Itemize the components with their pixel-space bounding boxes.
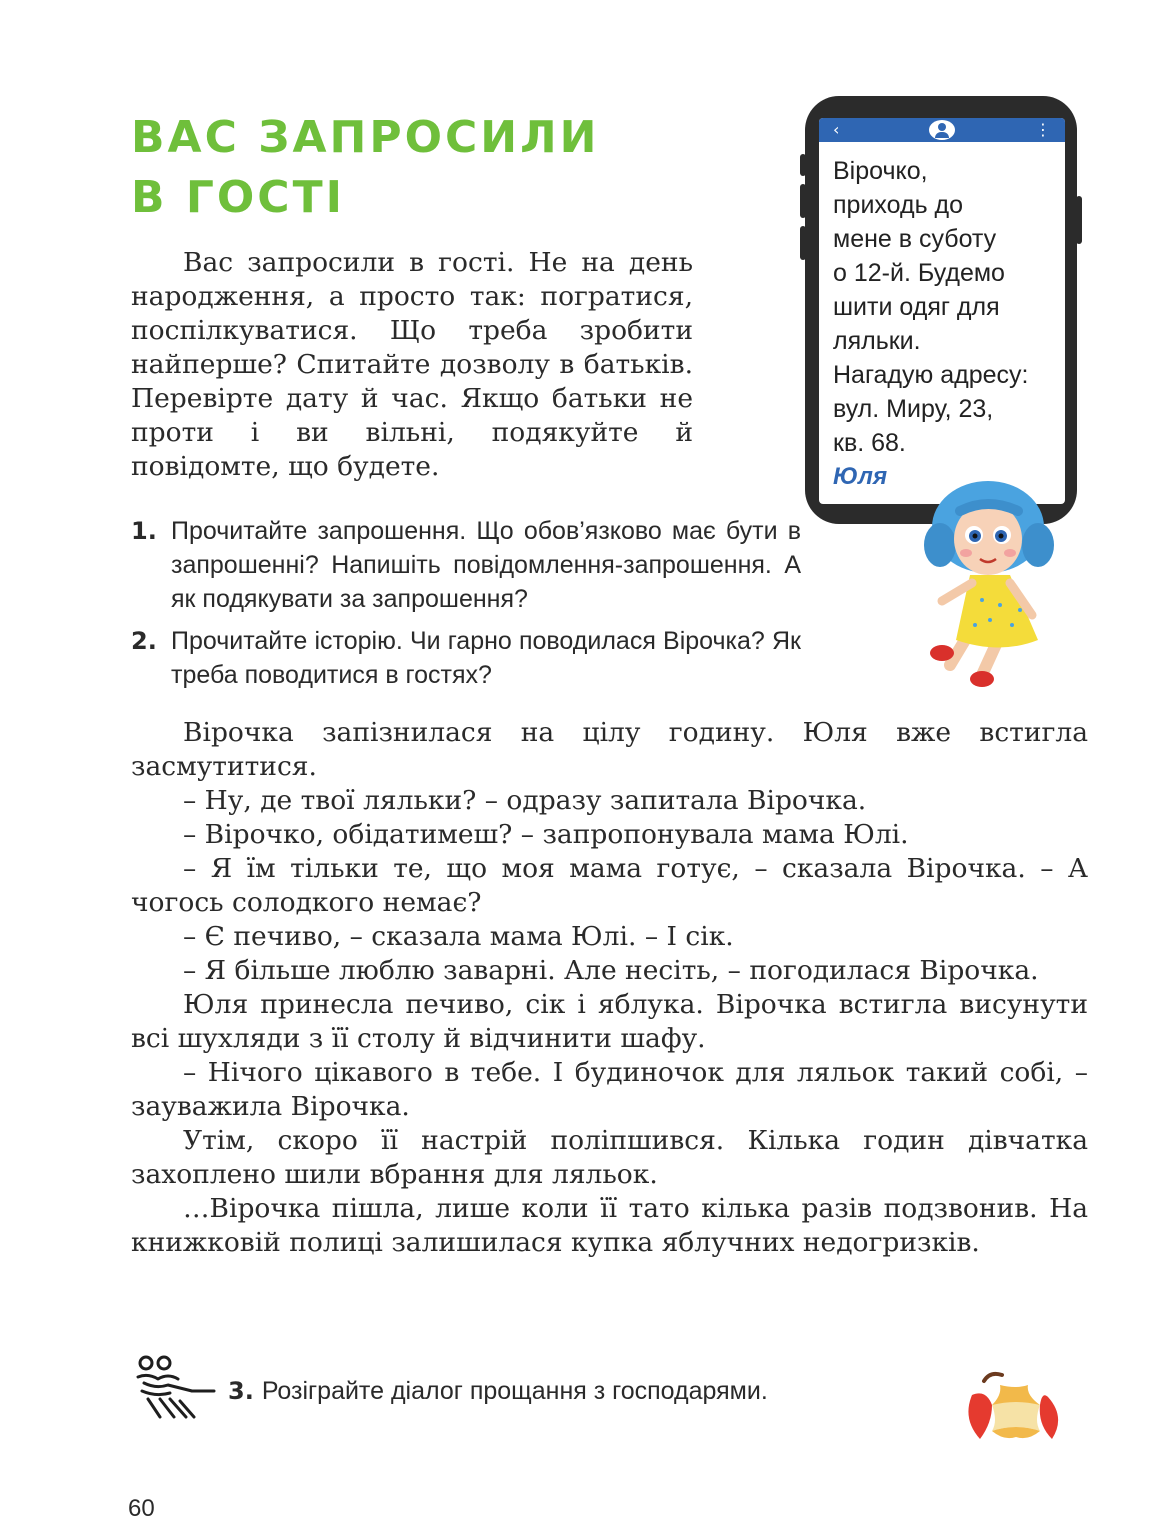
story-paragraph: Утім, скоро її настрій поліпшився. Кілька годин дівчатка захоплено шили вбрання для ляльок. bbox=[131, 1125, 1088, 1190]
intro-paragraph: Вас запросили в гості. Не на день народження, а просто так: погратися, поспілкуватися. Що треба зробити найперше? Спитайте дозволу в батьків. Перевірте дату й час. Якщо батьки не проти і ви вільні, подякуйте й повідомте, що будете. bbox=[131, 247, 693, 482]
page-title bbox=[131, 108, 599, 228]
doll-illustration bbox=[920, 475, 1060, 690]
story-text bbox=[131, 716, 1088, 1260]
task-3 bbox=[228, 1374, 768, 1408]
task-3-text: Розіграйте діалог прощання з господарями. bbox=[261, 1377, 768, 1405]
phone-side-button bbox=[800, 226, 806, 260]
page-number: 60 bbox=[128, 1495, 155, 1522]
story-paragraph: – Нічого цікавого в тебе. І будиночок для ляльок такий собі, – зауважила Вірочка. bbox=[131, 1057, 1088, 1122]
user-icon bbox=[929, 120, 955, 140]
task-1 bbox=[131, 514, 801, 616]
task-1-text: Прочитайте запрошення. Що обов’язково має бути в запрошенні? Напишіть повідомлення-запрошення. А як подякувати за запрошення? bbox=[171, 517, 801, 613]
invitation-message: Вірочко, приходь до мене в суботу о 12-й. Будемо шити одяг для ляльки. Нагадую адресу: вул. Миру, 23, кв. 68. bbox=[833, 157, 1029, 457]
story-paragraph: – Є печиво, – сказала мама Юлі. – І сік. bbox=[183, 921, 734, 952]
story-paragraph: Юля принесла печиво, сік і яблука. Вірочка встигла висунути всі шухляди з її столу й відчинити шафу. bbox=[131, 989, 1088, 1054]
phone-illustration bbox=[805, 96, 1077, 524]
task-3-number: 3. bbox=[228, 1377, 254, 1405]
phone-side-button bbox=[800, 154, 806, 176]
story-paragraph: Вірочка запізнилася на цілу годину. Юля вже встигла засмутитися. bbox=[131, 717, 1088, 782]
phone-screen bbox=[819, 118, 1065, 504]
phone-side-button bbox=[800, 184, 806, 218]
back-icon: ‹ bbox=[833, 120, 840, 139]
doll-shoe bbox=[970, 671, 994, 687]
messenger-header bbox=[819, 118, 1065, 142]
story-paragraph: – Я їм тільки те, що моя мама готує, – сказала Вірочка. – А чогось солодкого немає? bbox=[131, 853, 1088, 918]
task-1-number: 1. bbox=[131, 517, 157, 545]
story-paragraph: – Ну, де твої ляльки? – одразу запитала Вірочка. bbox=[183, 785, 867, 816]
task-2 bbox=[131, 624, 801, 692]
title-line-2: В ГОСТІ bbox=[131, 172, 345, 223]
task-2-number: 2. bbox=[131, 627, 157, 655]
message-sender: Юля bbox=[833, 463, 888, 490]
phone-power-button bbox=[1076, 196, 1082, 244]
apple-core-icon bbox=[962, 1365, 1066, 1445]
story-paragraph: …Вірочка пішла, лише коли її тато кілька разів подзвонив. На книжковій полиці залишилася купка яблучних недогризків. bbox=[131, 1193, 1088, 1258]
menu-icon: ⋮ bbox=[1035, 120, 1051, 139]
story-paragraph: – Вірочко, обідатимеш? – запропонувала мама Юлі. bbox=[183, 819, 909, 850]
story-paragraph: – Я більше люблю заварні. Але несіть, – погодилася Вірочка. bbox=[183, 955, 1039, 986]
task-2-text: Прочитайте історію. Чи гарно поводилася Вірочка? Як треба поводитися в гостях? bbox=[171, 627, 801, 689]
role-play-icon bbox=[134, 1355, 216, 1423]
doll-shoe bbox=[930, 645, 954, 661]
title-line-1: ВАС ЗАПРОСИЛИ bbox=[131, 112, 600, 163]
